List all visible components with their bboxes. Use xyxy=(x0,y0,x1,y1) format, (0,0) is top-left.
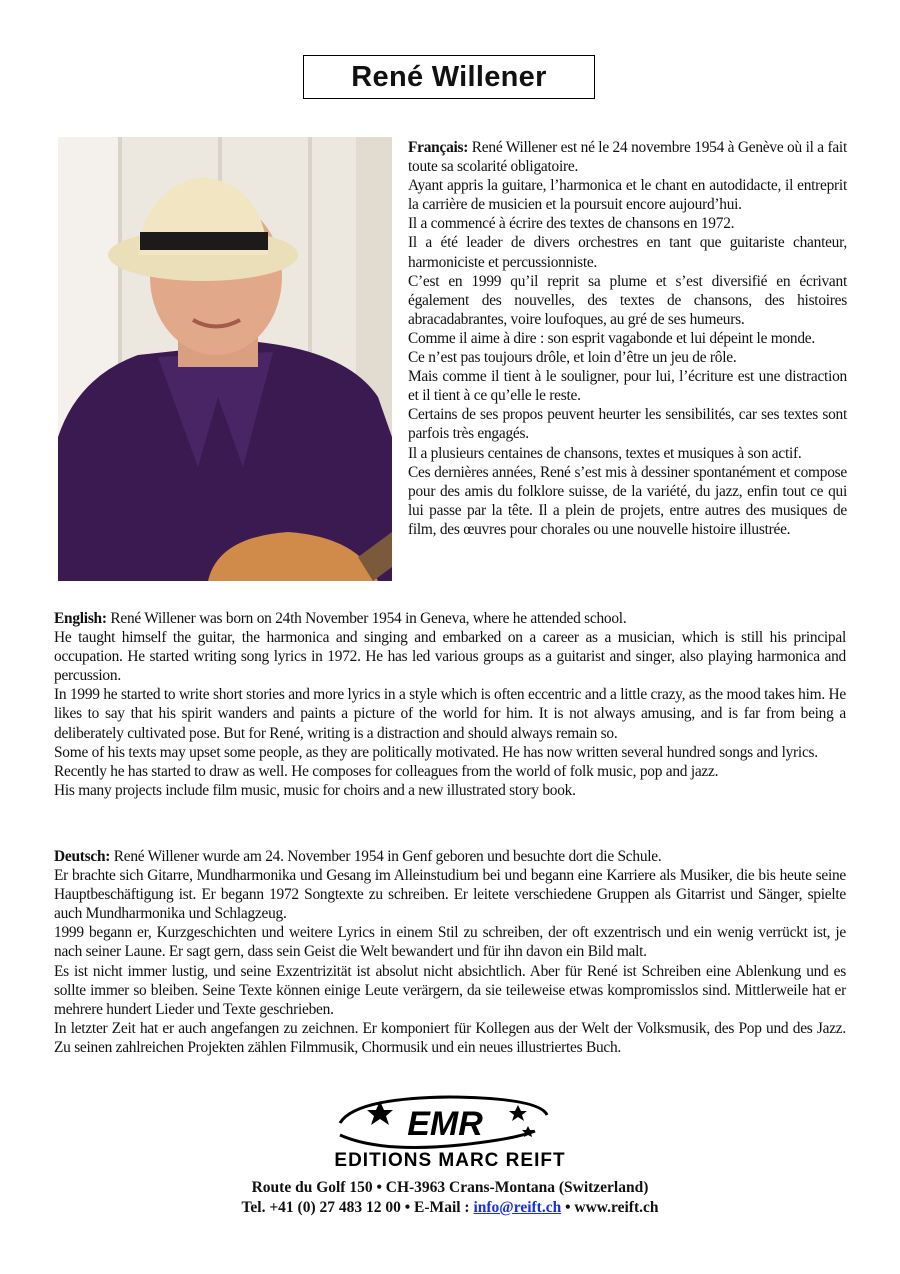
french-paragraph: Mais comme il tient à le souligner, pour lui, l’écriture est une distraction et il tient à ce qu’elle le reste. xyxy=(408,368,847,405)
contact-line: Tel. +41 (0) 27 483 12 00 • E-Mail : info@reift.ch • www.reift.ch xyxy=(241,1199,659,1216)
address-line: Route du Golf 150 • CH-3963 Crans-Montana (Switzerland) xyxy=(251,1179,649,1196)
logo-mark: EMR xyxy=(407,1105,483,1143)
french-paragraph: Certains de ses propos peuvent heurter les sensibilités, car ses textes sont parfois très engagés. xyxy=(408,406,847,443)
french-paragraph: Français: René Willener est né le 24 novembre 1954 à Genève où il a fait toute sa scolarité obligatoire. xyxy=(408,139,847,176)
german-paragraph: 1999 begann er, Kurzgeschichten und weitere Lyrics in einem Stil zu schreiben, der oft exzentrisch und ein wenig verrückt ist, je nach seiner Laune. Er sagt gern, dass sein Geist die Welt bewandert und für ihn davon ein Bild malt. xyxy=(54,924,846,961)
french-paragraph: Il a commencé à écrire des textes de chansons en 1972. xyxy=(408,215,735,233)
german-paragraph: In letzter Zeit hat er auch angefangen zu zeichnen. Er komponiert für Kollegen aus der Welt der Volksmusik, des Pop und des Jazz. Zu seinen zahlreichen Projekten zählen Filmmusik, Chormusik und ein neues illustriertes Buch. xyxy=(54,1019,846,1056)
portrait-illustration xyxy=(58,137,392,581)
english-paragraph: Some of his texts may upset some people, as they are politically motivated. He has now written several hundred songs and lyrics. xyxy=(54,743,818,761)
french-paragraph: Ces dernières années, René s’est mis à dessiner spontanément et compose pour des amis du folklore suisse, de la variété, du jazz, enfin tout ce qui lui passe par la tête. Il a plein de projets, entre autres des musiques de film, des œuvres pour chorales ou une nouvelle histoire illustrée. xyxy=(408,463,847,538)
logo-text: EDITIONS MARC REIFT xyxy=(334,1150,566,1171)
page-title: René Willener xyxy=(351,61,547,93)
english-bio xyxy=(54,609,846,800)
english-label: English: xyxy=(54,610,107,627)
portrait-photo xyxy=(58,137,392,581)
email-link[interactable]: info@reift.ch xyxy=(473,1199,562,1216)
french-paragraph: Ayant appris la guitare, l’harmonica et le chant en autodidacte, il entreprit la carrière de musicien et la poursuit encore aujourd’hui. xyxy=(408,177,847,214)
german-label: Deutsch: xyxy=(54,848,111,865)
french-bio xyxy=(408,138,847,539)
german-paragraph: Es ist nicht immer lustig, und seine Exzentrizität ist absolut nicht absichtlich. Aber für René ist Schreiben eine Ablenkung und es sollte immer so bleiben. Seine Texte können einige Leute verärgern, da sie teileweise etwas kompromisslos sind. Mittlerweile hat er mehrere hundert Lieder und Texte geschrieben. xyxy=(54,962,846,1018)
page-title-box xyxy=(303,55,595,99)
french-paragraph: Il a été leader de divers orchestres en tant que guitariste chanteur, harmoniciste et percussionniste. xyxy=(408,234,847,271)
english-paragraph: In 1999 he started to write short stories and more lyrics in a style which is often eccentric and a little crazy, as the mood takes him. He likes to say that his spirit wanders and paints a picture of the world for him. It is not always amusing, and is far from being a deliberately cultivated pose. But for René, writing is a distraction and should always remain so. xyxy=(54,686,846,742)
english-paragraph: He taught himself the guitar, the harmonica and singing and embarked on a career as a musician, which is still his principal occupation. He started writing song lyrics in 1972. He has led various groups as a guitarist and singer, also playing harmonica and percussion. xyxy=(54,629,846,685)
english-paragraph: His many projects include film music, music for choirs and a new illustrated story book. xyxy=(54,781,576,799)
publisher-address xyxy=(0,1178,900,1218)
french-paragraph: Comme il aime à dire : son esprit vagabonde et lui dépeint le monde. xyxy=(408,329,815,347)
french-paragraph: Il a plusieurs centaines de chansons, textes et musiques à son actif. xyxy=(408,444,802,462)
german-paragraph: Er brachte sich Gitarre, Mundharmonika und Gesang im Alleinstudium bei und begann eine Karriere als Musiker, die bis heute seine Hauptbeschäftigung ist. Er begann 1972 Songtexte zu schreiben. Er leitete verschiedene Gruppen als Gitarrist und Sänger, spielte auch Mundharmonika und Schlagzeug. xyxy=(54,867,846,923)
french-paragraph: C’est en 1999 qu’il reprit sa plume et s’est diversifié en écrivant également des nouvelles, des textes de chansons, des histoires abracadabrantes, voire loufoques, au gré de ses humeurs. xyxy=(408,272,847,328)
french-label: Français: xyxy=(408,139,469,156)
editions-marc-reift-logo xyxy=(285,1093,615,1173)
emr-logo-graphic xyxy=(285,1093,615,1173)
german-paragraph: Deutsch: René Willener wurde am 24. November 1954 in Genf geboren und besuchte dort die Schule. xyxy=(54,848,662,865)
english-paragraph: English: René Willener was born on 24th November 1954 in Geneva, where he attended school. xyxy=(54,610,627,627)
german-bio xyxy=(54,847,846,1057)
english-paragraph: Recently he has started to draw as well. He composes for colleagues from the world of folk music, pop and jazz. xyxy=(54,762,719,780)
french-paragraph: Ce n’est pas toujours drôle, et loin d’être un jeu de rôle. xyxy=(408,349,737,367)
